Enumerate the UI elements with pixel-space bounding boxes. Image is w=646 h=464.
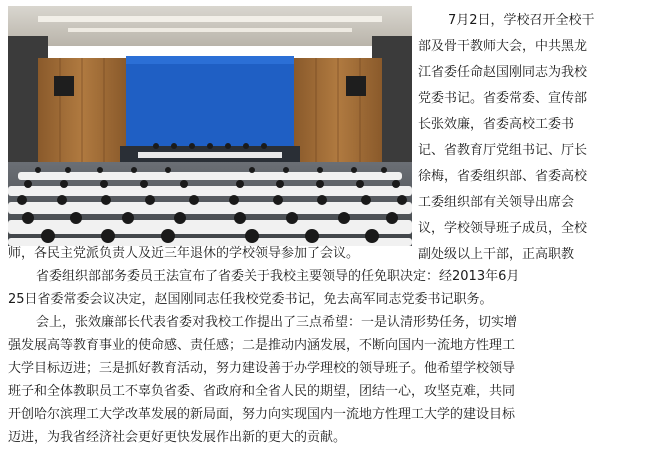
text-line: 部及骨干教师大会，中共黑龙 <box>418 39 588 54</box>
text-line: 强发展高等教育事业的使命感、责任感；二是推动内涵发展，不断向国内一流地方性理工 <box>8 338 516 353</box>
text-line: 师，各民主党派负责人及近三年退休的学校领导参加了会议。 <box>8 246 360 261</box>
text-line: 长张效廉，省委高校工委书 <box>418 117 575 132</box>
text-line: 工委组织部有关领导出席会 <box>418 195 575 210</box>
text-line: 省委组织部部务委员王法宣布了省委关于我校主要领导的任免职决定：经2013年6月 <box>36 269 520 284</box>
text-line: 江省委任命赵国刚同志为我校 <box>418 65 588 80</box>
text-line: 记、省教育厅党组书记、厅长 <box>418 143 588 158</box>
text-line: 会上，张效廉部长代表省委对我校工作提出了三点希望：一是认清形势任务，切实增 <box>36 315 518 330</box>
text-line: 25日省委常委会议决定，赵国刚同志任我校党委书记，免去高军同志党委书记职务。 <box>8 292 493 307</box>
text-line: 党委书记。省委常委、宣传部 <box>418 91 588 106</box>
article-body-text <box>8 242 640 449</box>
article-side-text <box>418 8 640 268</box>
text-line: 徐梅，省委组织部、省委高校 <box>418 169 588 184</box>
text-line: 班子和全体教职员工不辜负省委、省政府和全省人民的期望，团结一心，攻坚克难，共同 <box>8 384 516 399</box>
text-line: 议，学校领导班子成员，全校 <box>418 221 588 236</box>
meeting-hall-image <box>8 6 412 246</box>
text-line: 大学目标迈进；三是抓好教育活动，努力建设善于办学理校的领导班子。他希望学校领导 <box>8 361 516 376</box>
text-line: 7月2日，学校召开全校干 <box>448 13 595 28</box>
text-line: 开创哈尔滨理工大学改革发展的新局面，努力向实现国内一流地方性理工大学的建设目标 <box>8 407 516 422</box>
meeting-photo <box>8 6 412 246</box>
text-line: 副处级以上干部，正高职教 <box>418 247 575 262</box>
text-line: 迈进，为我省经济社会更好更快发展作出新的更大的贡献。 <box>8 430 347 445</box>
